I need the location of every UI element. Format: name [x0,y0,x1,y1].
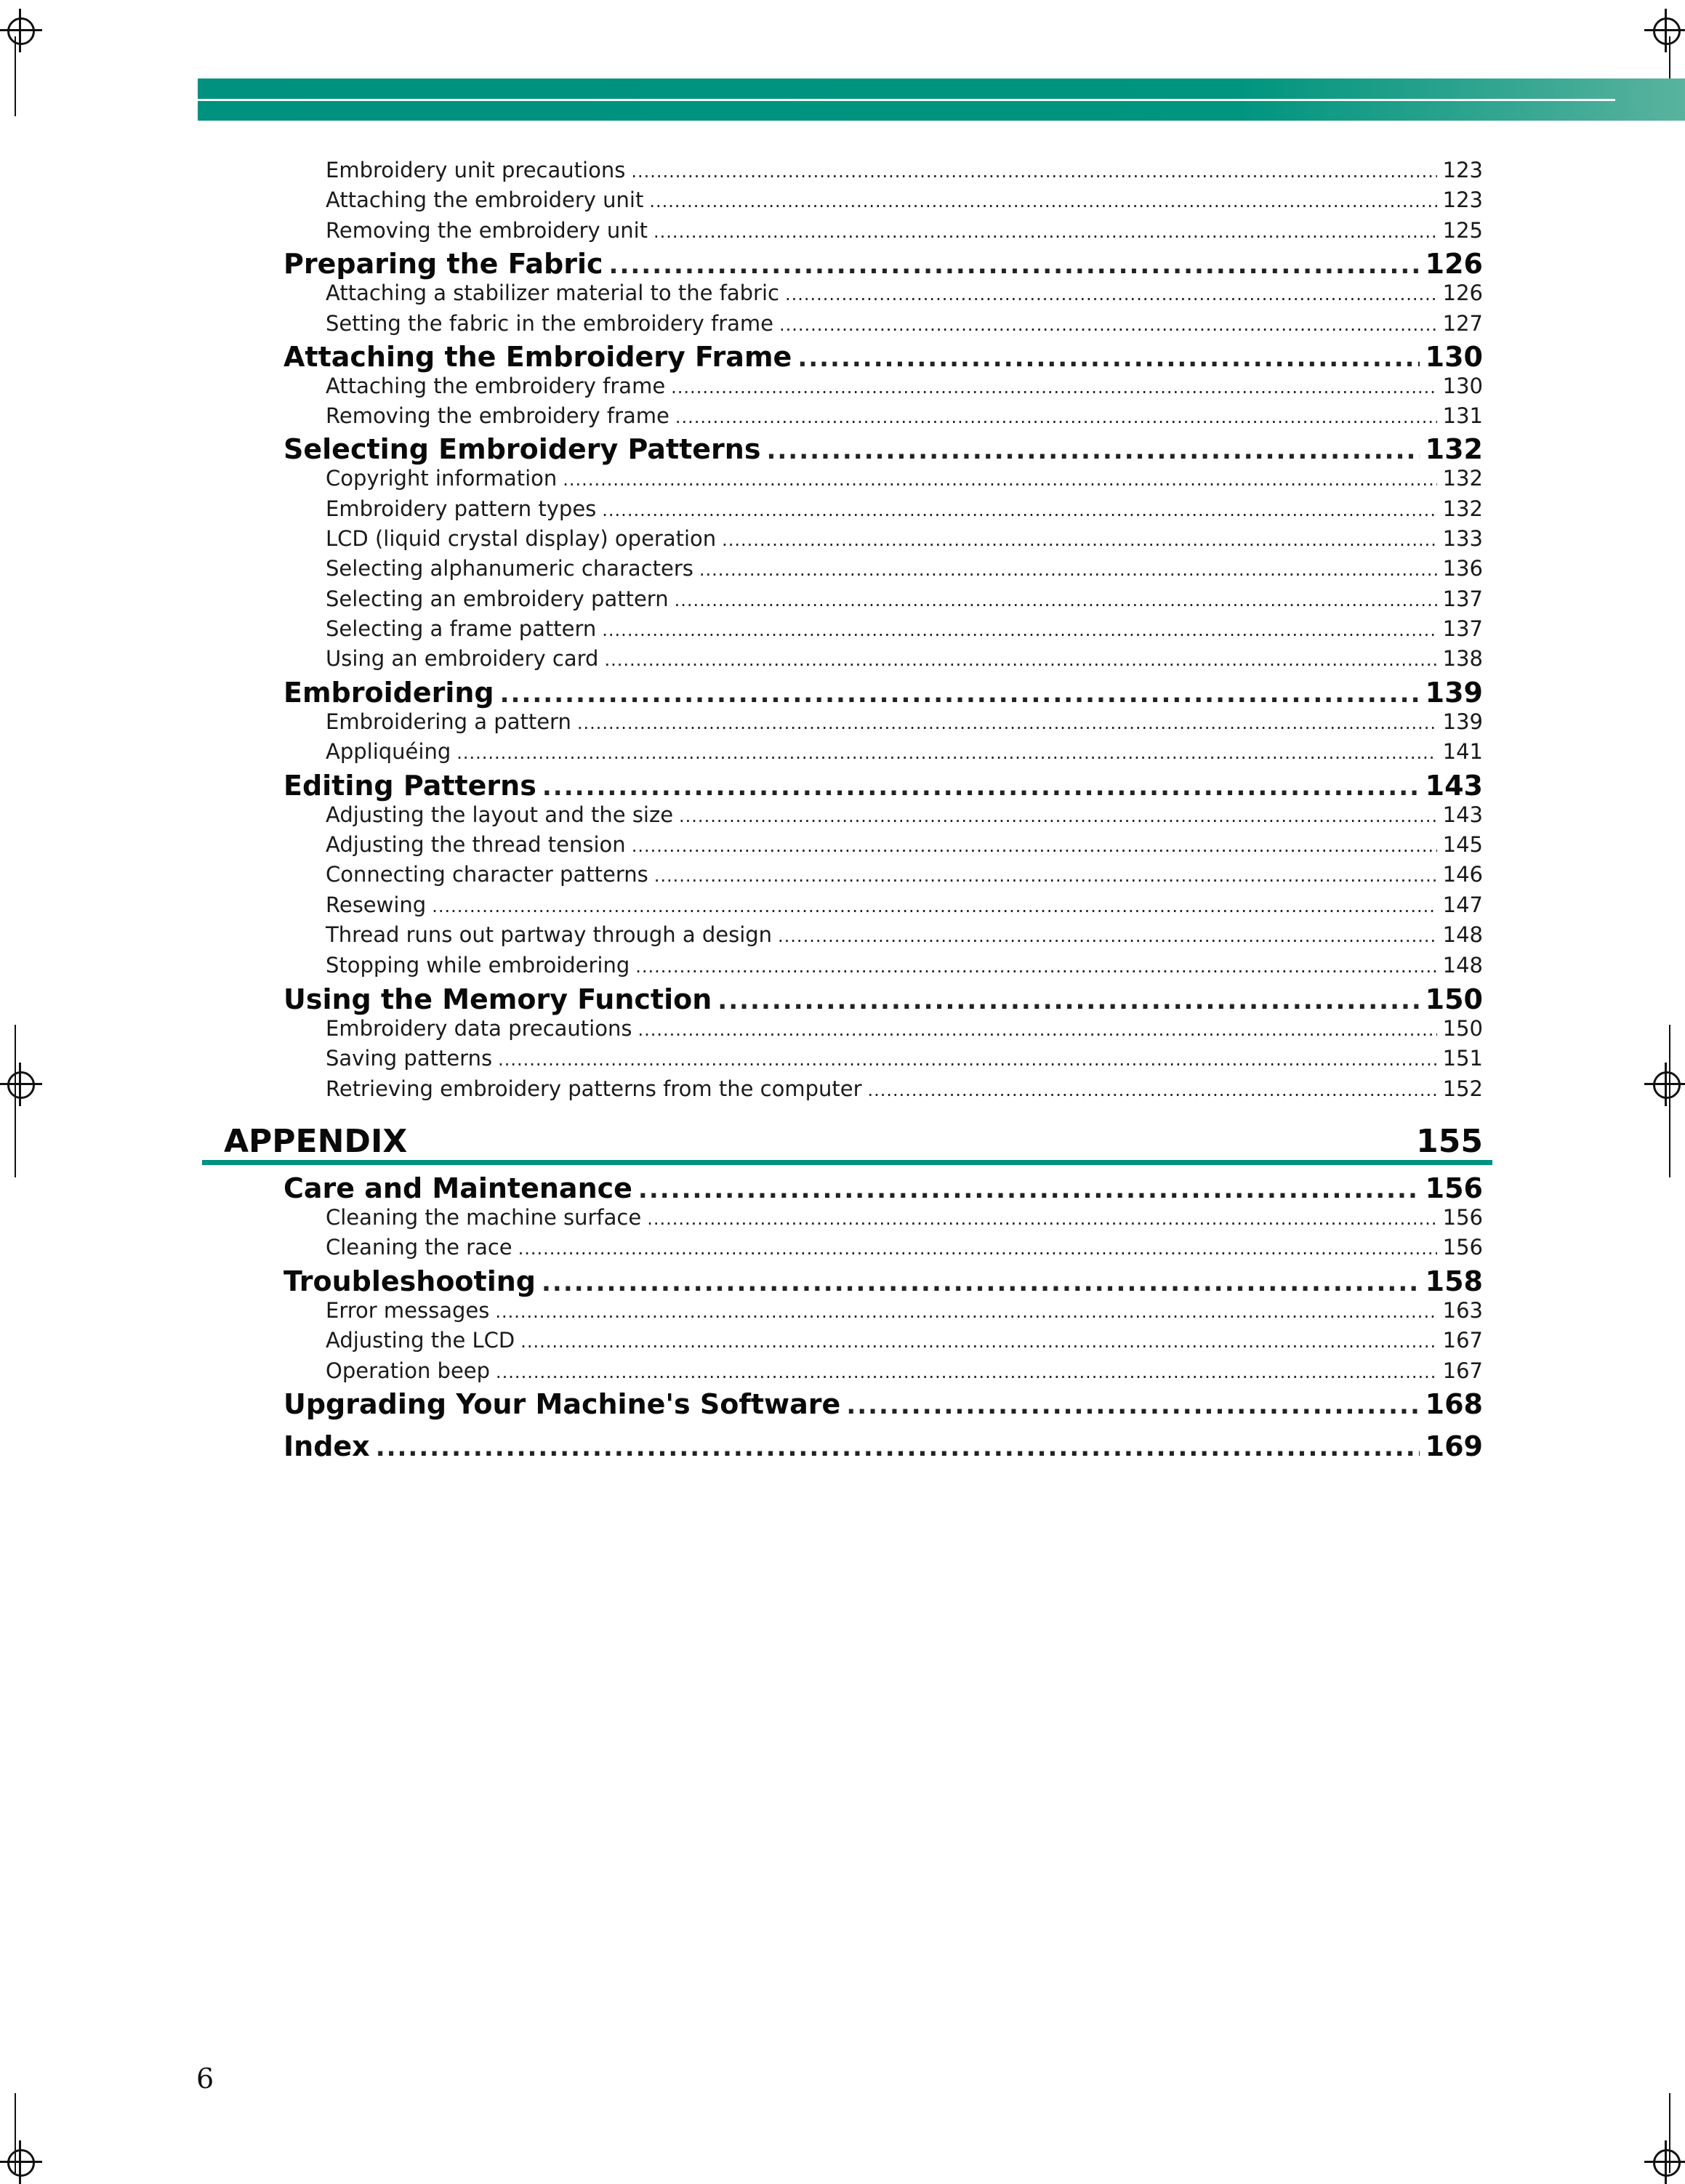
toc-section[interactable]: Index ..... 169 [283,1430,1483,1464]
toc-entry[interactable]: Adjusting the layout and the size ..... 143 [326,802,1483,829]
toc-entry[interactable]: Embroidery data precautions ..... 150 [326,1015,1483,1043]
toc-entry[interactable]: Connecting character patterns ..... 146 [326,861,1483,889]
toc-entry[interactable]: Selecting alphanumeric characters ..... 136 [326,555,1483,583]
toc-entry[interactable]: Embroidering a pattern ..... 139 [326,709,1483,736]
toc-entry[interactable]: Attaching the embroidery unit ..... 123 [326,187,1483,214]
toc-entry[interactable]: Resewing ..... 147 [326,892,1483,919]
toc-section[interactable]: Attaching the Embroidery Frame ..... 130 [283,340,1483,375]
toc-entry[interactable]: Selecting an embroidery pattern ..... 137 [326,586,1483,613]
toc-entry[interactable]: Cleaning the machine surface ..... 156 [326,1204,1483,1232]
toc-section[interactable]: Selecting Embroidery Patterns ..... 132 [283,432,1483,467]
toc-section[interactable]: Care and Maintenance ..... 156 [283,1172,1483,1206]
toc-entry[interactable]: Removing the embroidery frame ..... 131 [326,403,1483,430]
toc-entry[interactable]: Copyright information ..... 132 [326,465,1483,493]
appendix-heading[interactable] [224,1108,1483,1160]
toc-entry[interactable]: Selecting a frame pattern ..... 137 [326,616,1483,643]
appendix-title: APPENDIX [224,1123,408,1160]
toc-section[interactable]: Editing Patterns ..... 143 [283,769,1483,804]
toc-section[interactable]: Upgrading Your Machine's Software ..... 168 [283,1387,1483,1422]
toc-entry[interactable]: Setting the fabric in the embroidery frame ..... 127 [326,310,1483,338]
appendix-rule [202,1160,1492,1165]
toc-entry[interactable]: LCD (liquid crystal display) operation ..... 133 [326,525,1483,553]
toc-entry[interactable]: Adjusting the thread tension ..... 145 [326,831,1483,859]
toc-entry[interactable]: Saving patterns ..... 151 [326,1045,1483,1073]
toc-entry[interactable]: Appliquéing ..... 141 [326,738,1483,766]
toc-entry[interactable]: Adjusting the LCD ..... 167 [326,1327,1483,1355]
page-number: 6 [196,2063,214,2095]
toc-entry[interactable]: Removing the embroidery unit ..... 125 [326,217,1483,245]
toc-entry[interactable]: Embroidery unit precautions ..... 123 [326,157,1483,185]
toc-entry[interactable]: Retrieving embroidery patterns from the computer ..... 152 [326,1076,1483,1103]
toc-entry[interactable]: Attaching the embroidery frame ..... 130 [326,373,1483,400]
toc-section[interactable]: Troubleshooting ..... 158 [283,1265,1483,1299]
toc-entry[interactable]: Embroidery pattern types ..... 132 [326,496,1483,523]
toc-entry[interactable]: Cleaning the race ..... 156 [326,1234,1483,1262]
toc-entry[interactable]: Using an embroidery card ..... 138 [326,645,1483,673]
toc-entry[interactable]: Error messages ..... 163 [326,1297,1483,1325]
toc-section[interactable]: Embroidering ..... 139 [283,676,1483,711]
toc-entry[interactable]: Operation beep ..... 167 [326,1358,1483,1385]
toc-entry[interactable]: Stopping while embroidering ..... 148 [326,952,1483,980]
toc-section[interactable]: Preparing the Fabric ..... 126 [283,247,1483,282]
appendix-page: 155 [1416,1123,1483,1160]
toc-entry[interactable]: Attaching a stabilizer material to the fabric ..... 126 [326,280,1483,307]
toc-section[interactable]: Using the Memory Function ..... 150 [283,983,1483,1018]
toc-entry[interactable]: Thread runs out partway through a design ..... 148 [326,922,1483,949]
